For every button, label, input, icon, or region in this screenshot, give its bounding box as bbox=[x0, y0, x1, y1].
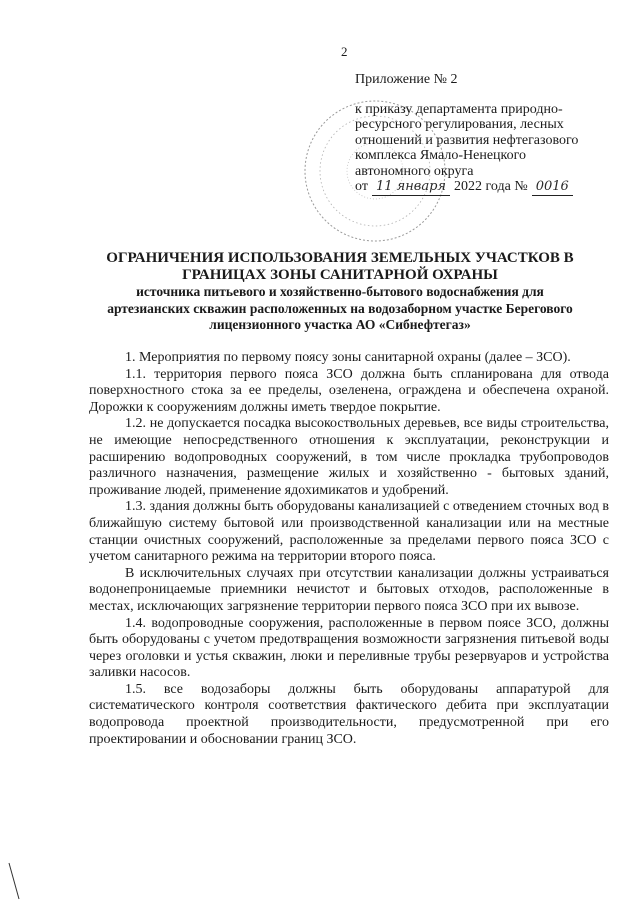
paragraph: 1.1. территория первого пояса ЗСО должна быть спланирована для отвода поверхностного стока за ее пределы, озеленена, ограждена и обеспечена охраной. Дорожки к сооружениям должны иметь твердое покрытие. bbox=[89, 366, 609, 415]
order-date-line bbox=[355, 179, 610, 196]
date-handwritten: 11 января bbox=[372, 179, 450, 196]
order-line: ресурсного регулирования, лесных bbox=[355, 117, 564, 132]
order-number-handwritten: 0016 bbox=[532, 179, 573, 196]
paragraph: 1.2. не допускается посадка высокоствольных деревьев, все виды строительства, не имеющие непосредственного отношения к эксплуатации, реконструкции и расширению водопроводных сооружений, в том числе прокладка трубопроводов различного назначения, размещение жилых и хозяйственно - бытовых зданий, проживание людей, применение ядохимикатов и удобрений. bbox=[89, 416, 609, 498]
order-line: автономного округа bbox=[355, 163, 474, 179]
paragraph: 1.5. все водозаборы должны быть оборудованы аппаратурой для систематического контроля соответствия фактического дебита при эксплуатации водопровода проектной производительности, предусмотренной при его проектировании и обосновании границ ЗСО. bbox=[89, 681, 609, 747]
paragraph: В исключительных случаях при отсутствии канализации должны устраиваться водонепроницаемые приемники нечистот и бытовых отходов, расположенные в местах, исключающих загрязнение территории первого пояса ЗСО при их вывозе. bbox=[89, 565, 609, 614]
heading-subtitle: источника питьевого и хозяйственно-бытового водоснабжения для артезианских скважин расположенных на водозаборном участке Берегового лицензионного участка АО «Сибнефтегаз» bbox=[107, 284, 573, 332]
heading-title: ОГРАНИЧЕНИЯ ИСПОЛЬЗОВАНИЯ ЗЕМЕЛЬНЫХ УЧАСТКОВ В ГРАНИЦАХ ЗОНЫ САНИТАРНОЙ ОХРАНЫ bbox=[106, 250, 574, 283]
paragraph: 1.4. водопроводные сооружения, расположенные в первом поясе ЗСО, должны быть оборудованы с учетом предотвращения возможности загрязнения питьевой воды через оголовки и устья скважин, люки и переливные трубы резервуаров и устройства заливки насосов. bbox=[89, 615, 609, 681]
scan-mark bbox=[8, 862, 20, 900]
appendix-title: Приложение № 2 bbox=[355, 72, 458, 87]
paragraph: 1. Мероприятия по первому поясу зоны санитарной охраны (далее – ЗСО). bbox=[125, 350, 571, 365]
document-body bbox=[89, 350, 609, 748]
document-heading bbox=[95, 250, 585, 334]
page-number: 2 bbox=[341, 44, 348, 59]
order-line: комплекса Ямало-Ненецкого bbox=[355, 148, 527, 163]
date-prefix: от bbox=[355, 179, 368, 194]
order-line: к приказу департамента природно- bbox=[355, 101, 563, 117]
date-suffix: 2022 года № bbox=[454, 179, 528, 194]
paragraph: 1.3. здания должны быть оборудованы канализацией с отведением сточных вод в ближайшую систему бытовой или производственной канализации или на местные станции очистных сооружений, расположенные за пределами первого пояса ЗСО с учетом санитарного режима на территории второго пояса. bbox=[89, 499, 609, 565]
appendix-block bbox=[355, 72, 610, 196]
order-line: отношений и развития нефтегазового bbox=[355, 132, 579, 148]
